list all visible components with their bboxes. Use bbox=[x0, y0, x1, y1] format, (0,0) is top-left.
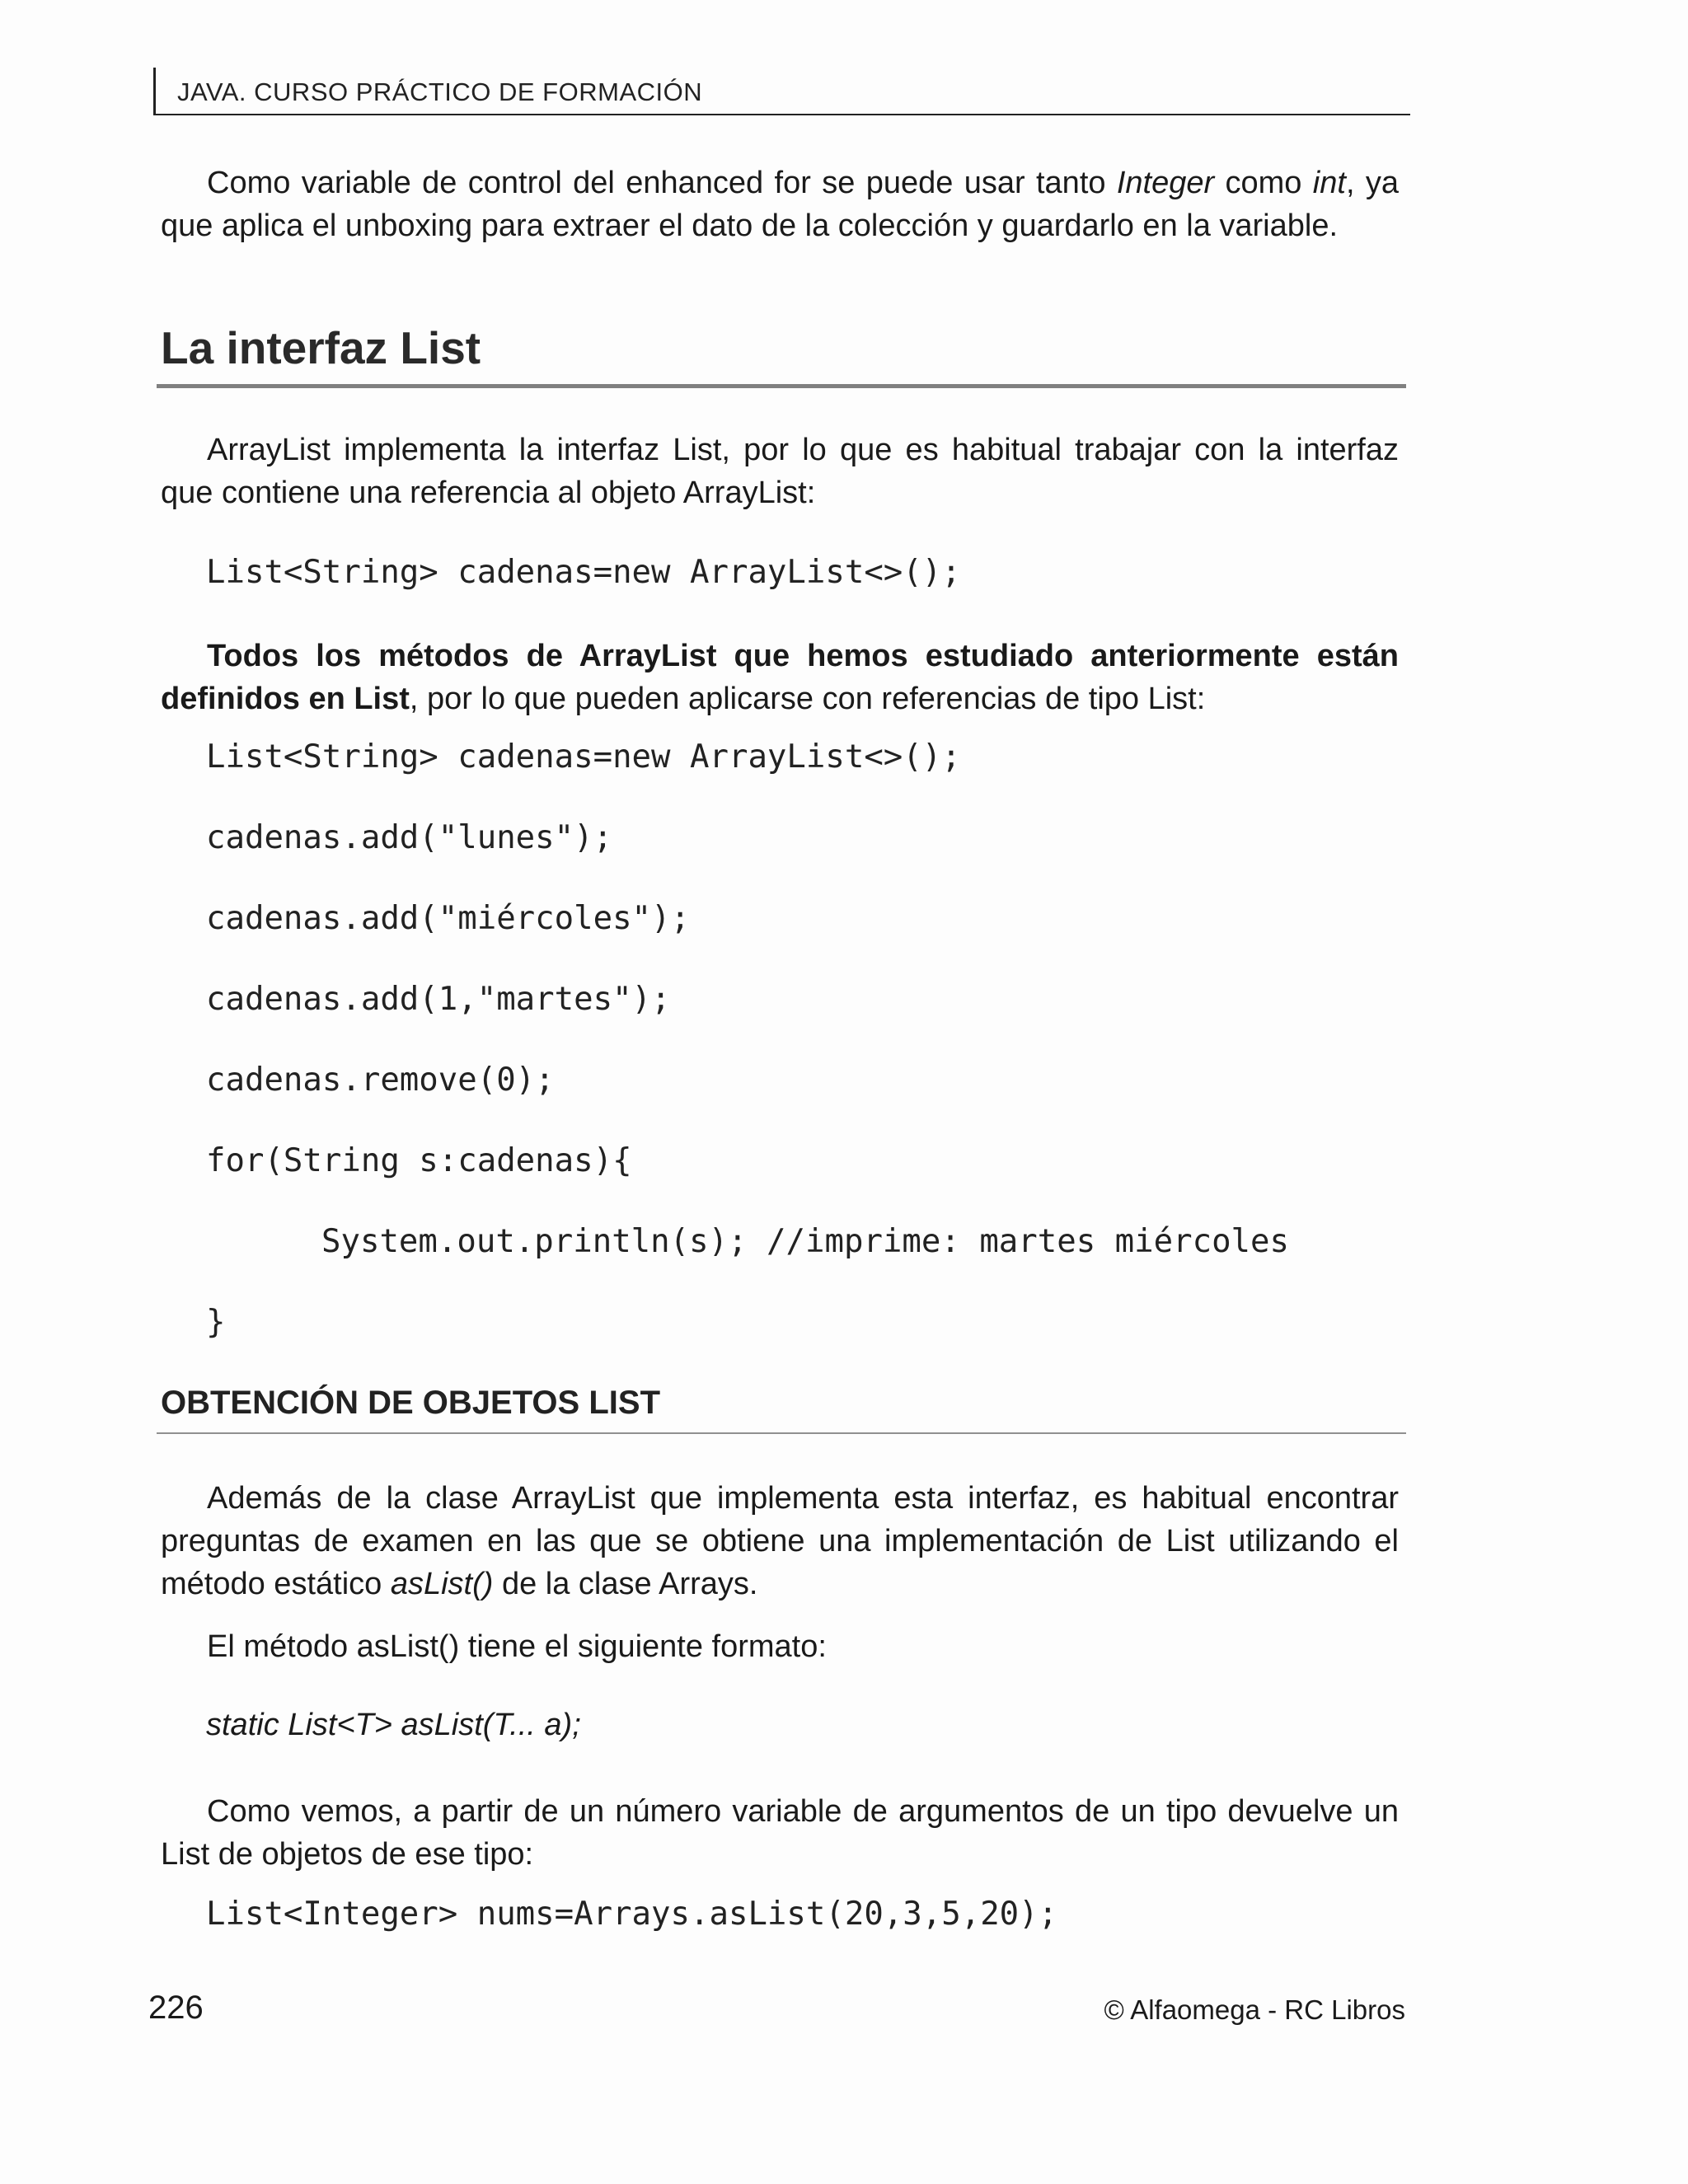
intro-text-2: como bbox=[1214, 166, 1313, 200]
subsection-rule bbox=[157, 1432, 1406, 1434]
method-signature: static List<T> asList(T... a); bbox=[206, 1708, 581, 1742]
intro-em-integer: Integer bbox=[1116, 166, 1215, 200]
code-line: cadenas.add(1,"martes"); bbox=[206, 981, 671, 1018]
aslist-em: asList() bbox=[390, 1567, 494, 1601]
code-line: cadenas.add("miércoles"); bbox=[206, 900, 690, 937]
running-header-text: JAVA. CURSO PRÁCTICO DE FORMACIÓN bbox=[177, 77, 703, 106]
code-line: for(String s:cadenas){ bbox=[206, 1142, 632, 1179]
code-line: } bbox=[206, 1304, 226, 1341]
varargs-text: Como vemos, a partir de un número variable de argumentos de un tipo devuelve un List de objetos de ese tipo: bbox=[161, 1794, 1399, 1872]
intro-text-3: , ya que aplica el unboxing para extraer el dato de la colección y guardarlo en la variable. bbox=[161, 166, 1399, 243]
intro-paragraph bbox=[161, 162, 1399, 247]
format-text: El método asList() tiene el siguiente formato: bbox=[207, 1629, 827, 1664]
list-paragraph-text: ArrayList implementa la interfaz List, por lo que es habitual trabajar con la interfaz que contiene una referencia al objeto ArrayList: bbox=[161, 433, 1399, 510]
code-line: List<String> cadenas=new ArrayList<>(); bbox=[206, 738, 961, 776]
intro-em-int: int bbox=[1312, 166, 1346, 200]
intro-text-1: Como variable de control del enhanced for se puede usar tanto bbox=[207, 166, 1117, 200]
aslist-text-1: Además de la clase ArrayList que implementa esta interfaz, es habitual encontrar preguntas de examen en las que se obtiene una implementación de List utilizando el método estático bbox=[161, 1481, 1399, 1601]
running-header bbox=[153, 68, 1410, 115]
code-line: List<Integer> nums=Arrays.asList(20,3,5,20); bbox=[206, 1896, 1058, 1933]
format-paragraph bbox=[161, 1625, 1399, 1668]
section-title: La interfaz List bbox=[161, 322, 481, 373]
code-line: System.out.println(s); //imprime: martes miércoles bbox=[321, 1223, 1289, 1260]
methods-rest-text: , por lo que pueden aplicarse con referencias de tipo List: bbox=[409, 682, 1206, 716]
methods-bold-text: Todos los métodos de ArrayList que hemos estudiado anteriormente están definidos en List bbox=[161, 639, 1399, 716]
aslist-text-2: de la clase Arrays. bbox=[493, 1567, 758, 1601]
section-rule bbox=[157, 384, 1406, 388]
code-line: List<String> cadenas=new ArrayList<>(); bbox=[206, 554, 961, 591]
code-line: cadenas.add("lunes"); bbox=[206, 819, 613, 856]
aslist-paragraph bbox=[161, 1477, 1399, 1605]
page-number: 226 bbox=[148, 1990, 204, 2026]
subsection-title: OBTENCIÓN DE OBJETOS LIST bbox=[161, 1385, 660, 1421]
methods-paragraph bbox=[161, 635, 1399, 720]
list-paragraph bbox=[161, 429, 1399, 514]
varargs-paragraph bbox=[161, 1790, 1399, 1876]
copyright-footer: © Alfaomega - RC Libros bbox=[1104, 1994, 1405, 2025]
code-line: cadenas.remove(0); bbox=[206, 1062, 555, 1099]
